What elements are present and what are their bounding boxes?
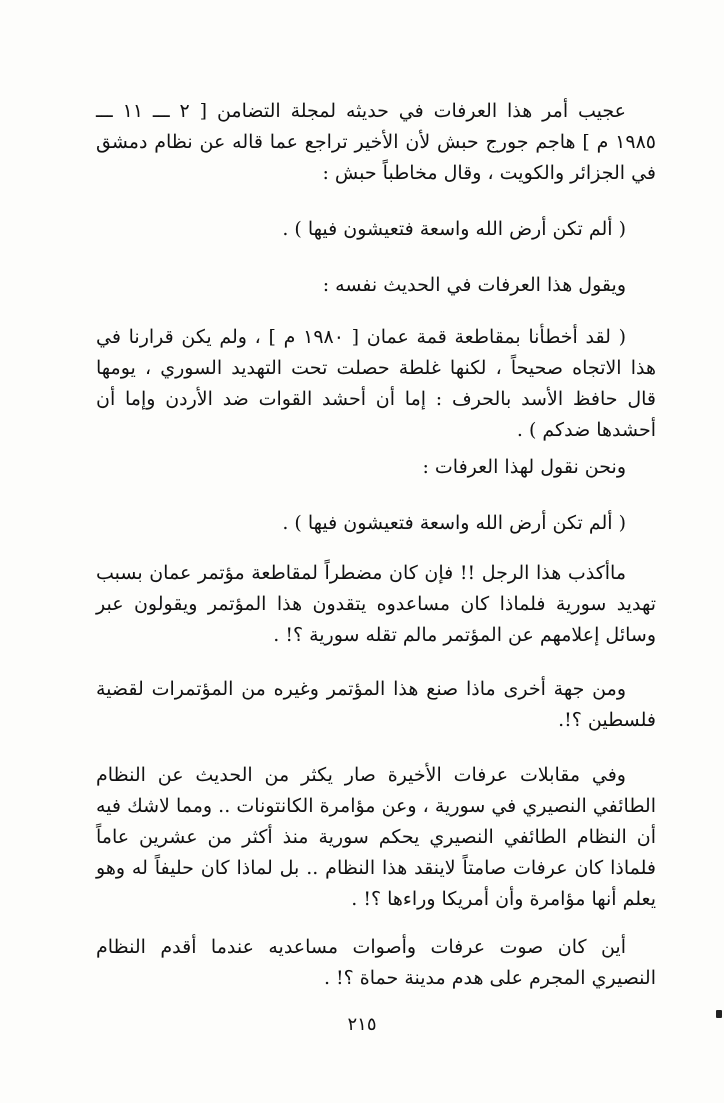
paragraph-interviews	[96, 760, 656, 915]
paragraph-text: عجيب أمر هذا العرفات في حديثه لمجلة التضامن [ ٢ ـــ ١١ ـــ ١٩٨٥ م ] هاجم جورج حبش لأن الأخير تراجع عما قاله عن نظام دمشق في الجزائر والكويت ، وقال مخاطباً حبش :	[96, 100, 656, 184]
paragraph-text: ويقول هذا العرفات في الحديث نفسه :	[322, 274, 626, 296]
paragraph-text: وفي مقابلات عرفات الأخيرة صار يكثر من الحديث عن النظام الطائفي النصيري في سورية ، وعن مؤامرة الكانتونات .. ومما لاشك فيه أن النظام الطائفي النصيري يحكم سورية منذ أكثر من عشرين عاماً فلماذا كان عرفات صامتاً لاينقد هذا النظام .. بل لماذا كان حليفاً له وهو يعلم أنها مؤامرة وأن أمريكا وراءها ؟! .	[96, 764, 656, 910]
paragraph-intro	[96, 96, 656, 189]
paragraph-text: ومن جهة أخرى ماذا صنع هذا المؤتمر وغيره من المؤتمرات لقضية فلسطين ؟!.	[96, 678, 656, 731]
paragraph-response	[96, 452, 656, 483]
paragraph-transition	[96, 270, 656, 301]
quote-first	[96, 214, 656, 245]
paragraph-lie	[96, 558, 656, 651]
paragraph-text: ماأكذب هذا الرجل !! فإن كان مضطراً لمقاطعة مؤتمر عمان بسبب تهديد سورية فلماذا كان مساعدوه يتقدون هذا المؤتمر ويقولون عبر وسائل إعلامهم عن المؤتمر مالم تقله سورية ؟! .	[96, 562, 656, 646]
quote-text: ( ألم تكن أرض الله واسعة فتعيشون فيها ) .	[282, 218, 626, 240]
quote-text: ( ألم تكن أرض الله واسعة فتعيشون فيها ) .	[282, 512, 626, 534]
page-number: ٢١٥	[347, 1014, 377, 1035]
quote-summit	[96, 322, 656, 446]
quote-text: ( لقد أخطأنا بمقاطعة قمة عمان [ ١٩٨٠ م ] ، ولم يكن قرارنا في هذا الاتجاه صحيحاً ، لكنها غلطة حصلت تحت التهديد السوري ، يومها قال حافظ الأسد بالحرف : إما أن أحشد القوات ضد الأردن وإما أن أحشدها ضدكم ) .	[96, 326, 656, 441]
paragraph-palestine	[96, 674, 656, 736]
paragraph-hama	[96, 932, 656, 994]
quote-second	[96, 508, 656, 539]
paragraph-text: أين كان صوت عرفات وأصوات مساعديه عندما أقدم النظام النصيري المجرم على هدم مدينة حماة ؟! .	[96, 936, 656, 989]
edge-mark	[716, 1010, 722, 1018]
paragraph-text: ونحن نقول لهذا العرفات :	[422, 456, 626, 478]
